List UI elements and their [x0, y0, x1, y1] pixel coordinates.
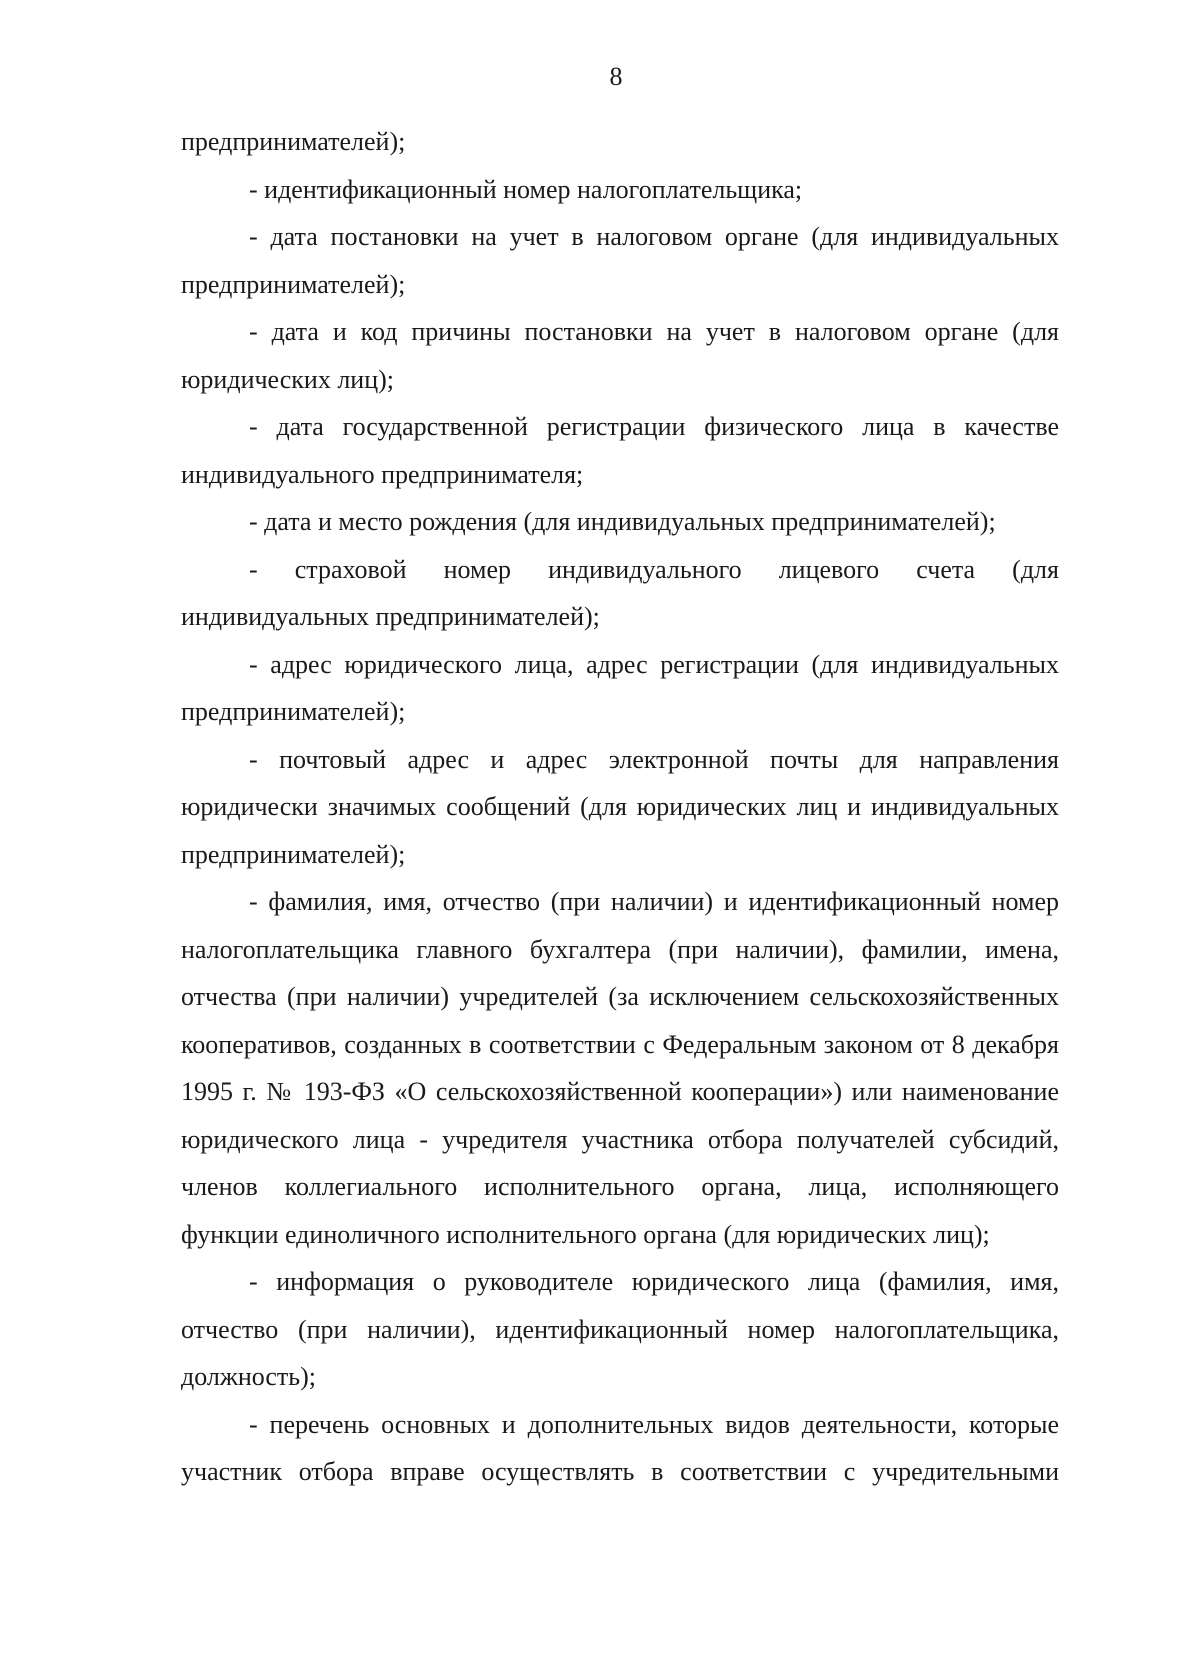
- paragraph-continuation: предпринимателей);: [181, 127, 406, 156]
- list-item-tax-registration-date: - дата постановки на учет в налоговом органе (для индивидуальных предпринимателей);: [181, 222, 1059, 299]
- list-item-state-registration-date: - дата государственной регистрации физического лица в качестве индивидуального предпринимателя;: [181, 412, 1059, 489]
- list-item-taxpayer-id: - идентификационный номер налогоплательщика;: [249, 174, 803, 204]
- list-item-insurance-number: - страховой номер индивидуального лицевого счета (для индивидуальных предпринимателей);: [181, 554, 1059, 631]
- page-number: 8: [609, 62, 623, 91]
- list-item-postal-email-address: - почтовый адрес и адрес электронной почты для направления юридически значимых сообщений (для юридических лиц и индивидуальных предпринимателей);: [181, 744, 1059, 869]
- document-body: [181, 118, 1059, 1496]
- list-item-head-info: - информация о руководителе юридического лица (фамилия, имя, отчество (при наличии), идентификационный номер налогоплательщика, должность);: [181, 1267, 1059, 1391]
- list-item-birth-date-place: - дата и место рождения (для индивидуальных предпринимателей);: [249, 507, 996, 536]
- list-item-address: - адрес юридического лица, адрес регистрации (для индивидуальных предпринимателей);: [181, 649, 1059, 726]
- list-item-founders-info: - фамилия, имя, отчество (при наличии) и идентификационный номер налогоплательщика главного бухгалтера (при наличии), фамилии, имена, отчества (при наличии) учредителей (за исключением сельскохозяйственных кооперативов, созданных в соответствии с Федеральным законом от 8 декабря 1995 г. № 193-ФЗ «О сельскохозяйственной кооперации») или наименование юридического лица - учредителя участника отбора получателей субсидий, членов коллегиального исполнительного органа, лица, исполняющего функции единоличного исполнительного органа (для юридических лиц);: [181, 887, 1059, 1249]
- list-item-registration-reason-code: - дата и код причины постановки на учет в налоговом органе (для юридических лиц);: [181, 317, 1059, 394]
- list-item-activities: - перечень основных и дополнительных видов деятельности, которые участник отбора вправе осуществлять в соответствии с учредительными: [181, 1409, 1059, 1486]
